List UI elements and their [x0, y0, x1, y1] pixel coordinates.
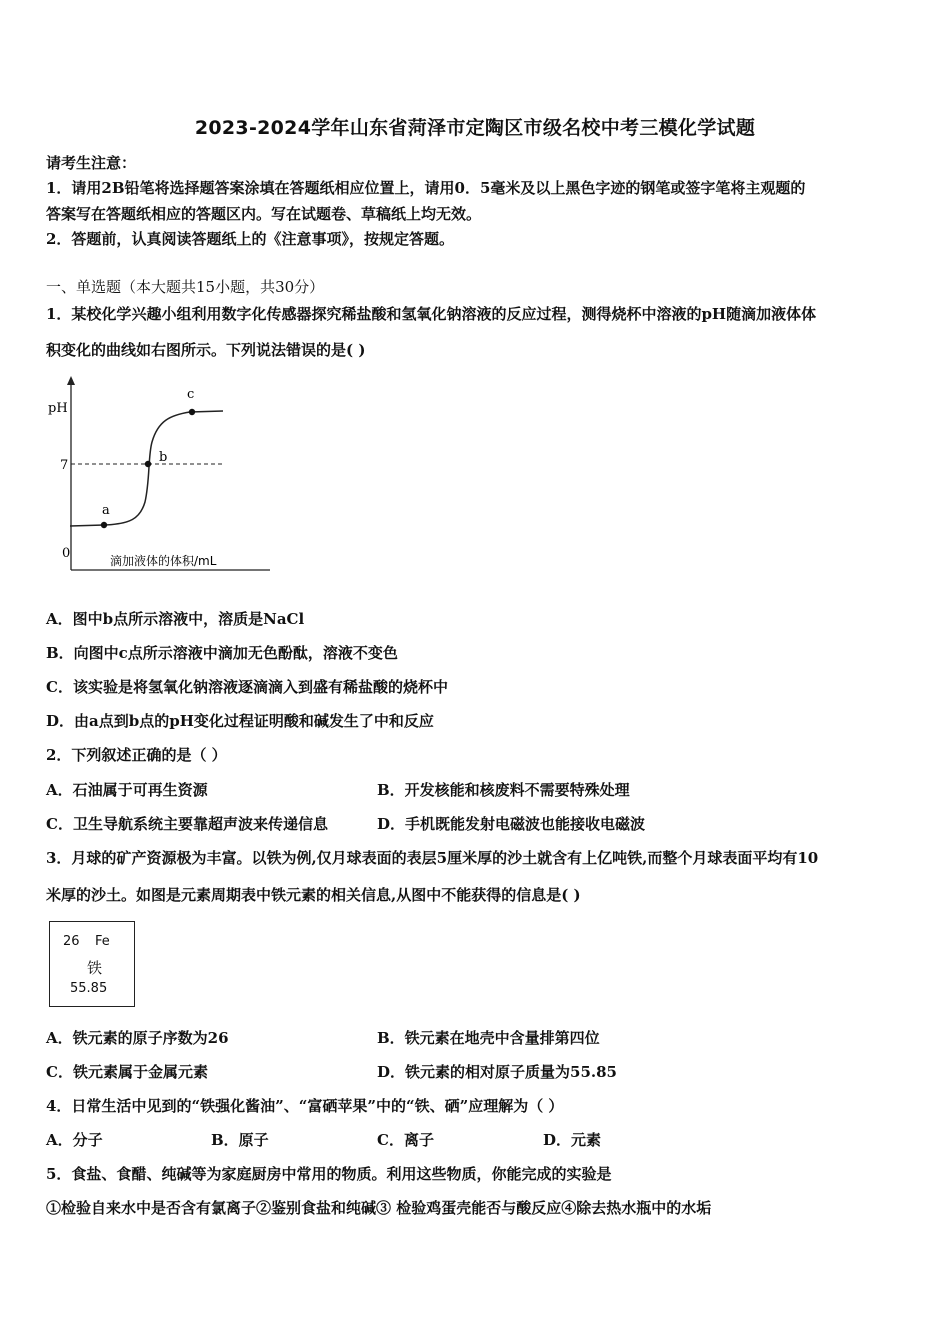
q4-option-b: B．原子 [211, 1131, 269, 1149]
q2-option-c: C．卫生导航系统主要靠超声波来传递信息 [46, 815, 328, 833]
ph-curve-chart [40, 372, 270, 582]
q4-option-a: A．分子 [46, 1131, 103, 1149]
q1-option-c: C．该实验是将氢氧化钠溶液逐滴滴入到盛有稀盐酸的烧杯中 [46, 678, 448, 696]
point-b-label: b [159, 450, 168, 465]
q1-stem-a: 1．某校化学兴趣小组利用数字化传感器探究稀盐酸和氢氧化钠溶液的反应过程，测得烧杯中溶液的pH随滴加液体体 [46, 305, 817, 323]
point-a-label: a [102, 503, 110, 518]
q3-option-c: C．铁元素属于金属元素 [46, 1063, 208, 1081]
q2-option-b: B．开发核能和核废料不需要特殊处理 [377, 781, 630, 799]
y-tick-label-7: 7 [60, 458, 69, 473]
q5-items: ①检验自来水中是否含有氯离子②鉴别食盐和纯碱③ 检验鸡蛋壳能否与酸反应④除去热水瓶中的水垢 [46, 1199, 712, 1217]
q1-option-d: D．由a点到b点的pH变化过程证明酸和碱发生了中和反应 [46, 712, 434, 730]
section-heading: 一、单选题（本大题共15小题，共30分） [46, 278, 325, 296]
q1-option-a: A．图中b点所示溶液中，溶质是NaCl [46, 610, 305, 628]
q4-stem: 4．日常生活中见到的“铁强化酱油”、“富硒苹果”中的“铁、硒”应理解为（ ） [46, 1097, 564, 1115]
point-a-marker [101, 522, 107, 528]
origin-label: 0 [62, 546, 71, 561]
element-symbol: Fe [95, 934, 110, 949]
iron-element-card [49, 921, 135, 1007]
q2-option-d: D．手机既能发射电磁波也能接收电磁波 [377, 815, 646, 833]
y-axis-arrow [67, 376, 75, 385]
notice-line-2: 2．答题前，认真阅读答题纸上的《注意事项》，按规定答题。 [46, 230, 454, 248]
q1-stem-b: 积变化的曲线如右图所示。下列说法错误的是( ) [46, 341, 366, 359]
point-c-label: c [187, 387, 195, 402]
q2-option-a: A．石油属于可再生资源 [46, 781, 208, 799]
notice-line-1b: 答案写在答题纸相应的答题区内。写在试题卷、草稿纸上均无效。 [46, 205, 482, 223]
atomic-mass: 55.85 [70, 981, 108, 996]
q4-option-c: C．离子 [377, 1131, 434, 1149]
q4-option-d: D．元素 [543, 1131, 602, 1149]
q1-option-b: B．向图中c点所示溶液中滴加无色酚酞，溶液不变色 [46, 644, 398, 662]
point-b-marker [145, 461, 151, 467]
q3-stem-a: 3．月球的矿产资源极为丰富。以铁为例,仅月球表面的表层5厘米厚的沙土就含有上亿吨铁,而整个月球表面平均有10 [46, 849, 819, 867]
ph-curve [70, 411, 223, 526]
element-name: 铁 [87, 959, 103, 977]
q3-stem-b: 米厚的沙土。如图是元素周期表中铁元素的相关信息,从图中不能获得的信息是( ) [46, 886, 581, 904]
point-c-marker [189, 409, 195, 415]
q3-option-a: A．铁元素的原子序数为26 [46, 1029, 229, 1047]
x-axis-label: 滴加液体的体积/mL [110, 554, 217, 568]
q3-option-b: B．铁元素在地壳中含量排第四位 [377, 1029, 600, 1047]
q3-option-d: D．铁元素的相对原子质量为55.85 [377, 1063, 617, 1081]
atomic-number: 26 [63, 934, 80, 949]
page-title: 2023-2024学年山东省菏泽市定陶区市级名校中考三模化学试题 [194, 117, 756, 139]
q2-stem: 2．下列叙述正确的是（ ） [46, 746, 227, 764]
notice-line-1a: 1．请用2B铅笔将选择题答案涂填在答题纸相应位置上，请用0．5毫米及以上黑色字迹的钢笔或签字笔将主观题的 [46, 179, 806, 197]
q5-stem: 5．食盐、食醋、纯碱等为家庭厨房中常用的物质。利用这些物质，你能完成的实验是 [46, 1165, 612, 1183]
y-axis-label: pH [48, 401, 68, 416]
notice-heading: 请考生注意： [46, 154, 137, 172]
